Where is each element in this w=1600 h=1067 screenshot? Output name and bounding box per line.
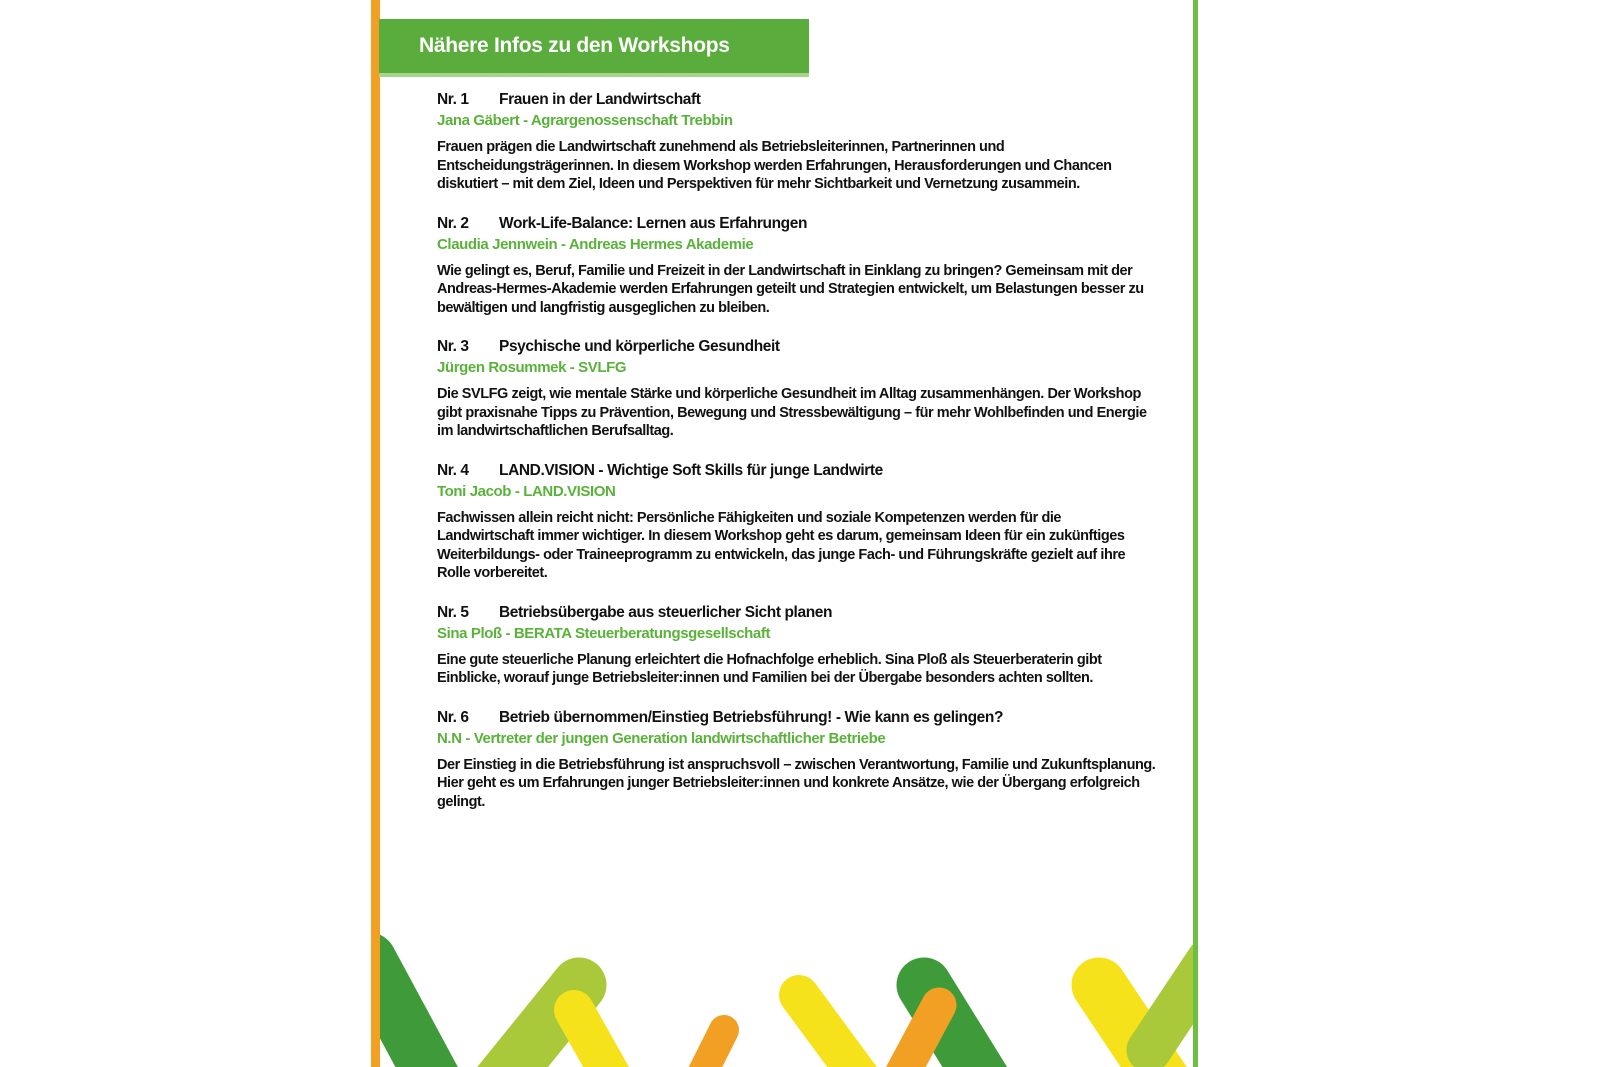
workshop-title: Work-Life-Balance: Lernen aus Erfahrungen — [499, 214, 808, 232]
workshop-list — [437, 90, 1157, 831]
workshop-title: Betriebsübergabe aus steuerlicher Sicht planen — [499, 603, 833, 621]
workshop-speaker: Sina Ploß - BERATA Steuerberatungsgesellschaft — [437, 624, 771, 642]
workshop-item — [437, 90, 1157, 194]
workshop-speaker: Toni Jacob - LAND.VISION — [437, 482, 616, 500]
workshop-speaker: Claudia Jennwein - Andreas Hermes Akademie — [437, 235, 754, 253]
stripe-yellow-left — [574, 1010, 619, 1067]
workshop-item — [437, 337, 1157, 441]
workshop-speaker: N.N - Vertreter der jungen Generation landwirtschaftlicher Betriebe — [437, 729, 886, 747]
workshop-description: Die SVLFG zeigt, wie mentale Stärke und körperliche Gesundheit im Alltag zusammenhängen. Der Workshop gibt praxisnahe Tipps zu Prävention, Bewegung und Stressbewältigung – für mehr Wohlbefinden und Energie im landwirtschaftlichen Berufsalltag. — [437, 386, 1147, 439]
stripe-orange-mid — [689, 1030, 724, 1067]
left-orange-border — [371, 0, 380, 1067]
workshop-heading — [437, 337, 1157, 357]
workshop-description: Eine gute steuerliche Planung erleichtert die Hofnachfolge erheblich. Sina Ploß als Steuerberaterin gibt Einblicke, worauf junge Betriebsleiter:innen und Familien bei der Übergabe besonders achten sollten. — [437, 651, 1102, 686]
workshop-item — [437, 708, 1157, 812]
workshop-title: Betrieb übernommen/Einstieg Betriebsführung! - Wie kann es gelingen? — [499, 708, 1004, 726]
stripe-green-left — [379, 960, 439, 1067]
workshop-description: Wie gelingt es, Beruf, Familie und Freizeit in der Landwirtschaft in Einklang zu bringen? Gemeinsam mit der Andreas-Hermes-Akademie werden Erfahrungen geteilt und Strategien entwickelt, um Belastungen besser zu bewältigen und langfristig ausgeglichen zu bleiben. — [437, 262, 1144, 316]
workshop-number: Nr. 3 — [437, 338, 469, 355]
workshop-item — [437, 603, 1157, 688]
workshop-title: Psychische und körperliche Gesundheit — [499, 338, 780, 355]
workshop-speaker: Jana Gäbert - Agrargenossenschaft Trebbin — [437, 112, 733, 129]
workshop-number: Nr. 5 — [437, 603, 469, 621]
workshop-number: Nr. 2 — [437, 214, 469, 232]
workshop-heading — [437, 90, 1157, 110]
workshop-item — [437, 214, 1157, 318]
workshop-heading — [437, 461, 1157, 481]
page-title: Nähere Infos zu den Workshops — [419, 34, 730, 57]
workshop-heading — [437, 708, 1157, 728]
stripe-orange-right — [899, 1005, 939, 1067]
workshop-title: Frauen in der Landwirtschaft — [499, 91, 701, 108]
stripe-yellow-mid — [799, 995, 869, 1067]
workshop-item — [437, 461, 1157, 583]
right-green-border — [1193, 0, 1198, 1067]
workshop-description: Fachwissen allein reicht nicht: Persönliche Fähigkeiten und soziale Kompetenzen werden für die Landwirtschaft immer wichtiger. In diesem Workshop geht es darum, gemeinsam Ideen für ein zukünftiges Weiterbildungs- oder Traineeprogramm zu entwickeln, das junge Fach- und Führungskräfte gezielt auf ihre Rolle vorbereitet. — [437, 509, 1126, 581]
workshop-speaker: Jürgen Rosummek - SVLFG — [437, 359, 627, 376]
workshop-title: LAND.VISION - Wichtige Soft Skills für junge Landwirte — [499, 461, 883, 479]
workshop-heading — [437, 214, 1157, 234]
workshop-description: Der Einstieg in die Betriebsführung ist anspruchsvoll – zwischen Verantwortung, Familie und Zukunftsplanung. Hier geht es um Erfahrungen junger Betriebsleiter:innen und konkrete Ansätze, wie der Übergang erfolgreich gelingt. — [437, 756, 1156, 810]
workshop-number: Nr. 6 — [437, 708, 469, 726]
stripe-lime-right — [1149, 960, 1198, 1050]
workshop-number: Nr. 4 — [437, 461, 469, 479]
workshop-description: Frauen prägen die Landwirtschaft zunehmend als Betriebsleiterinnen, Partnerinnen und Entscheidungsträgerinnen. In diesem Workshop werden Erfahrungen, Herausforderungen und Chancen diskutiert – mit dem Ziel, Ideen und Perspektiven für mehr Sichtbarkeit und Vernetzung zusammein. — [437, 139, 1112, 192]
workshop-heading — [437, 603, 1157, 623]
section-banner — [379, 19, 809, 77]
workshop-number: Nr. 1 — [437, 91, 469, 108]
